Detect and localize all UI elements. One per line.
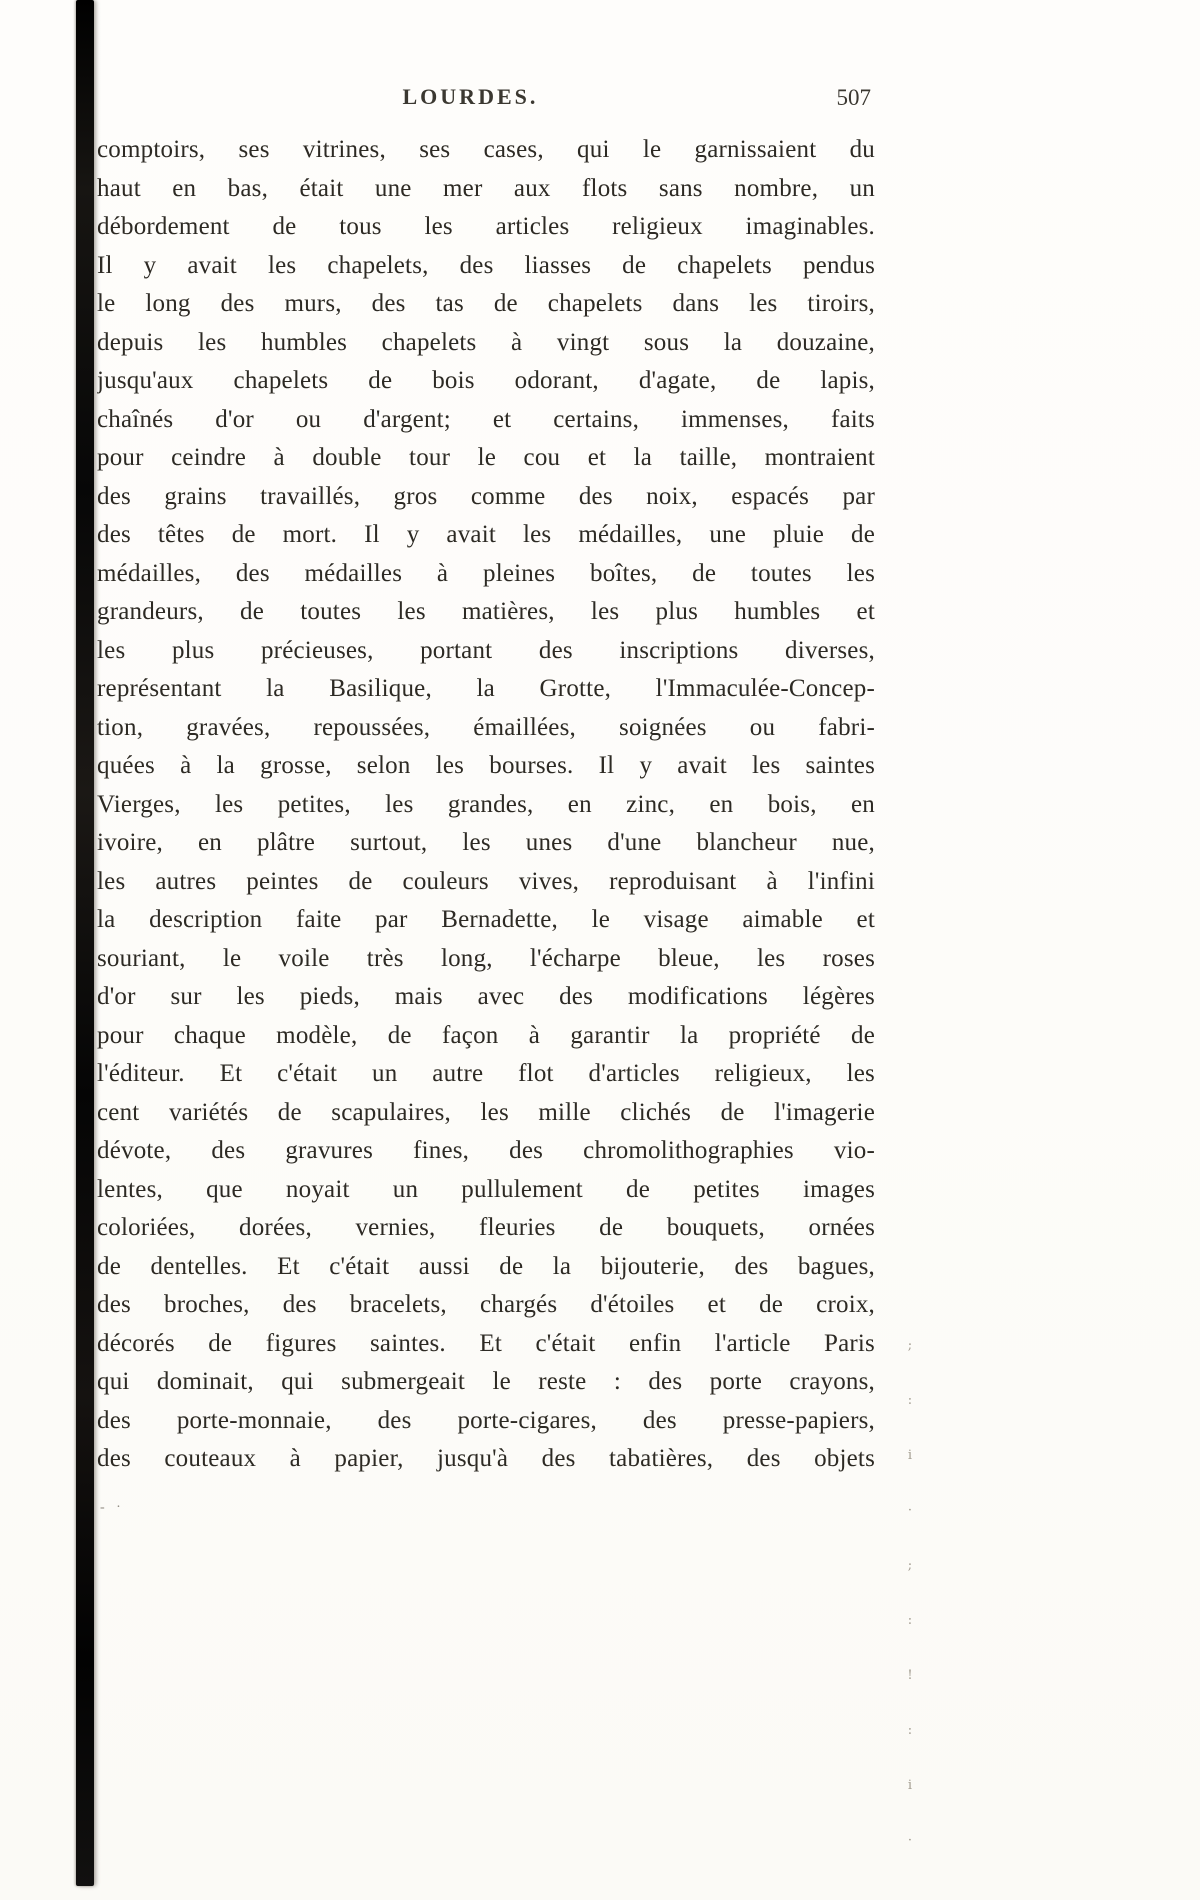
text-line: depuis les humbles chapelets à vingt sous la douzaine, [97, 328, 875, 356]
stray-scan-mark: - · [100, 1500, 125, 1515]
bleed-mark: · [907, 1503, 913, 1518]
text-line: des porte-monnaie, des porte-cigares, des presse-papiers, [97, 1406, 875, 1434]
page-header [97, 84, 875, 114]
text-line: ivoire, en plâtre surtout, les unes d'une blancheur nue, [97, 829, 875, 856]
page-bleed-marks [903, 1338, 917, 1888]
text-line: coloriées, dorées, vernies, fleuries de bouquets, ornées [97, 1214, 875, 1241]
text-line: de dentelles. Et c'était aussi de la bijouterie, des bagues, [97, 1252, 875, 1280]
text-line: cent variétés de scapulaires, les mille clichés de l'imagerie [97, 1098, 875, 1126]
text-line: les plus précieuses, portant des inscriptions diverses, [97, 636, 875, 664]
text-line: qui dominait, qui submergeait le reste : des porte crayons, [97, 1368, 875, 1395]
text-line: Vierges, les petites, les grandes, en zinc, en bois, en [97, 790, 875, 818]
bleed-mark: ; [907, 1338, 913, 1353]
text-line: représentant la Basilique, la Grotte, l'Immaculée-Concep- [97, 675, 875, 702]
body-text [97, 131, 875, 1479]
bleed-mark: i [907, 1778, 913, 1793]
text-line: tion, gravées, repoussées, émaillées, soignées ou fabri- [97, 713, 875, 741]
text-line: des couteaux à papier, jusqu'à des tabatières, des objets [97, 1445, 875, 1472]
bleed-mark: ; [907, 1558, 913, 1573]
running-title: LOURDES. [402, 84, 539, 109]
text-line: l'éditeur. Et c'était un autre flot d'articles religieux, les [97, 1060, 875, 1087]
text-line: des broches, des bracelets, chargés d'étoiles et de croix, [97, 1291, 875, 1318]
text-line: pour ceindre à double tour le cou et la taille, montraient [97, 444, 875, 471]
text-line: des têtes de mort. Il y avait les médailles, une pluie de [97, 521, 875, 548]
text-line: lentes, que noyait un pullulement de petites images [97, 1175, 875, 1203]
text-line: souriant, le voile très long, l'écharpe bleue, les roses [97, 944, 875, 972]
text-line: quées à la grosse, selon les bourses. Il y avait les saintes [97, 752, 875, 779]
text-line: les autres peintes de couleurs vives, reproduisant à l'infini [97, 867, 875, 895]
text-line: grandeurs, de toutes les matières, les plus humbles et [97, 598, 875, 625]
text-line: débordement de tous les articles religieux imaginables. [97, 213, 875, 240]
text-line: d'or sur les pieds, mais avec des modifications légères [97, 983, 875, 1010]
text-line: jusqu'aux chapelets de bois odorant, d'agate, de lapis, [97, 367, 875, 394]
text-line: médailles, des médailles à pleines boîtes, de toutes les [97, 559, 875, 587]
bleed-mark: : [907, 1723, 913, 1738]
text-line: pour chaque modèle, de façon à garantir la propriété de [97, 1021, 875, 1049]
text-line: dévote, des gravures fines, des chromolithographies vio- [97, 1137, 875, 1164]
text-line: Il y avait les chapelets, des liasses de chapelets pendus [97, 251, 875, 279]
page-content [97, 84, 875, 1479]
binding-shadow [76, 0, 94, 1886]
text-line: décorés de figures saintes. Et c'était enfin l'article Paris [97, 1329, 875, 1357]
text-line: le long des murs, des tas de chapelets dans les tiroirs, [97, 290, 875, 317]
bleed-mark: i [907, 1448, 913, 1463]
page-number: 507 [836, 85, 871, 110]
text-line: des grains travaillés, gros comme des noix, espacés par [97, 482, 875, 510]
text-line: la description faite par Bernadette, le visage aimable et [97, 906, 875, 933]
text-line: chaînés d'or ou d'argent; et certains, immenses, faits [97, 405, 875, 433]
bleed-mark: : [907, 1393, 913, 1408]
text-line: haut en bas, était une mer aux flots sans nombre, un [97, 174, 875, 202]
bleed-mark: · [907, 1833, 913, 1848]
bleed-mark: : [907, 1613, 913, 1628]
bleed-mark: ! [907, 1668, 913, 1683]
text-line: comptoirs, ses vitrines, ses cases, qui le garnissaient du [97, 136, 875, 163]
